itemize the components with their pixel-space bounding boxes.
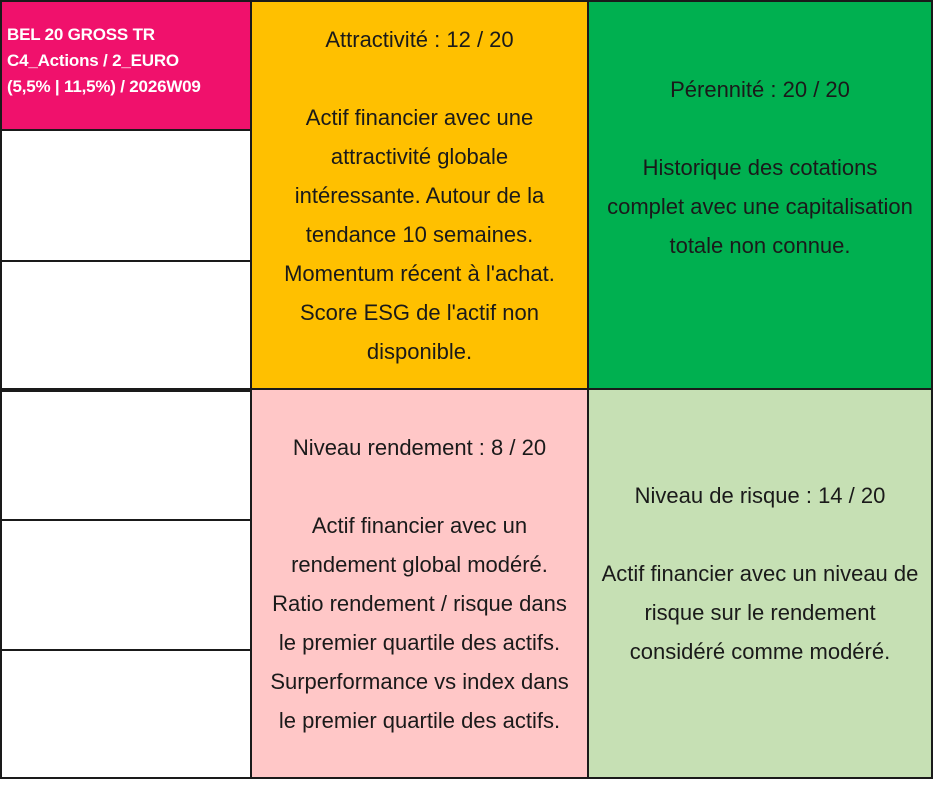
risque-line-2: risque sur le rendement: [644, 600, 876, 625]
risque-line-1: Actif financier avec un niveau de: [601, 561, 919, 586]
blank-cell-2: [0, 260, 252, 390]
rendement-line-5: Surperformance vs index dans: [270, 668, 569, 694]
attractivite-line-2: attractivité globale: [330, 143, 509, 169]
attractivite-line-4: tendance 10 semaines.: [305, 221, 534, 247]
attractivite-line-5: Momentum récent à l'achat.: [284, 260, 555, 286]
asset-params-week: (5,5% | 11,5%) / 2026W09: [7, 77, 201, 96]
risque-heading: Niveau de risque : 14 / 20: [634, 483, 886, 508]
perennite-block: [587, 0, 933, 390]
rendement-line-4: le premier quartile des actifs.: [278, 629, 561, 655]
blank-cell-3: [0, 390, 252, 521]
attractivite-line-3: intéressante. Autour de la: [294, 182, 545, 208]
rendement-line-6: le premier quartile des actifs.: [278, 707, 561, 733]
asset-name: BEL 20 GROSS TR: [7, 25, 155, 44]
asset-title-cell: [0, 0, 252, 131]
risque-block: [587, 388, 933, 779]
risque-line-3: considéré comme modéré.: [629, 639, 891, 664]
attractivite-heading: Attractivité : 12 / 20: [325, 26, 514, 52]
rendement-line-3: Ratio rendement / risque dans: [272, 590, 567, 616]
attractivite-line-7: disponible.: [366, 338, 473, 364]
asset-category: C4_Actions / 2_EURO: [7, 51, 179, 70]
attractivite-block: [250, 0, 589, 390]
perennite-line-2: complet avec une capitalisation: [607, 194, 913, 219]
perennite-line-1: Historique des cotations: [642, 155, 878, 180]
rendement-line-2: rendement global modéré.: [291, 551, 548, 577]
bottom-strip: [0, 777, 933, 785]
blank-cell-1: [0, 129, 252, 262]
perennite-heading: Pérennité : 20 / 20: [670, 77, 850, 102]
rendement-line-1: Actif financier avec un: [311, 512, 528, 538]
attractivite-line-1: Actif financier avec une: [305, 104, 534, 130]
rendement-heading: Niveau rendement : 8 / 20: [292, 434, 547, 460]
blank-cell-4: [0, 519, 252, 651]
blank-cell-5: [0, 649, 252, 779]
attractivite-line-6: Score ESG de l'actif non: [300, 299, 539, 325]
perennite-line-3: totale non connue.: [669, 233, 851, 258]
rendement-block: [250, 388, 589, 779]
